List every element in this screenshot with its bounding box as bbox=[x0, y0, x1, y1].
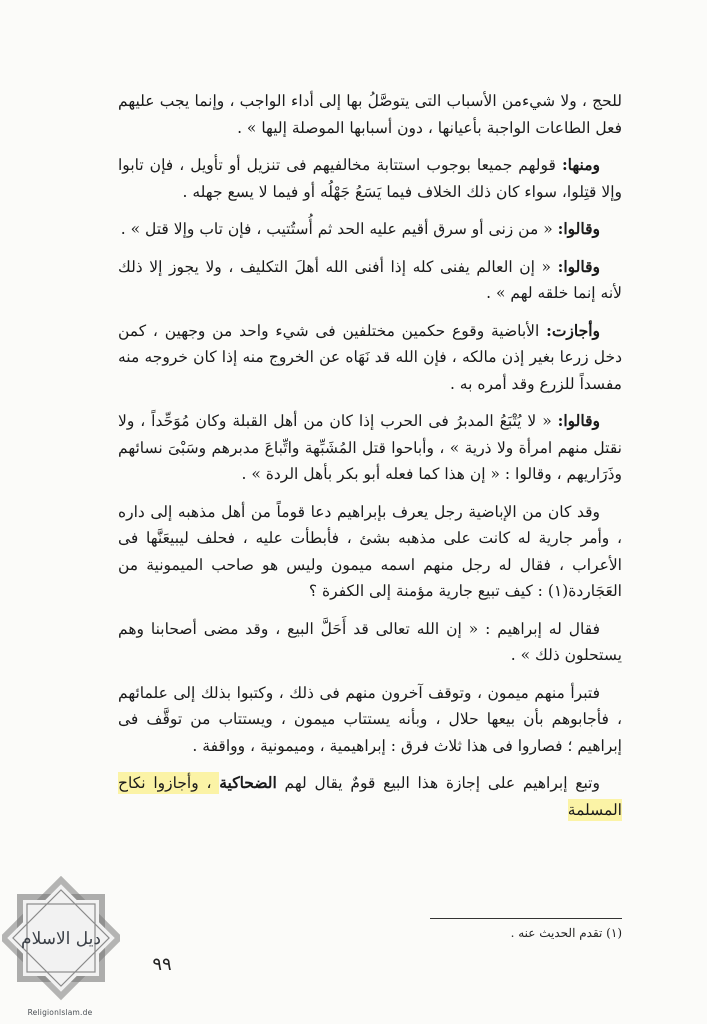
paragraph-text: للحج ، ولا شيءمن الأسباب التى يتوصَّلُ بها إلى أداء الواجب ، وإنما يجب عليهم فعل الطاعات الواجبة بأعيانها ، دون أسبابها الموصلة إليها » . bbox=[118, 92, 622, 137]
paragraph-text: وقد كان من الإباضية رجل يعرف بإبراهيم دعا قوماً من أهل مذهبه إلى داره ، وأمر جارية له كانت على مذهبه بشئ ، فأبطأت عليه ، فحلف ليبيعَنَّها فى الأعراب ، فقال له رجل منهم اسمه ميمون وليس هو صاحب الميمونية من العَجَاردة(١) : كيف تبيع جارية مؤمنة إلى الكفرة ؟ bbox=[118, 502, 622, 600]
paragraph-2 bbox=[118, 152, 622, 205]
paragraph-text: قولهم جميعا بوجوب استتابة مخالفيهم فى تنزيل أو تأويل ، فإن تابوا وإلا قتِلوا، سواء كان ذلك الخلاف فيما يَسَعُ جَهْلُه أو فيما لا يسع جهله . bbox=[118, 156, 622, 201]
last-line-text: وتبع إبراهيم على إجازة هذا البيع قومٌ يقال لهم bbox=[276, 774, 600, 792]
page-number: ٩٩ bbox=[152, 954, 172, 975]
paragraph-text: « من زنى أو سرق أقيم عليه الحد ثم أُستُتيب ، فإن تاب وإلا قتل » . bbox=[120, 220, 558, 238]
paragraph-lead: وقالوا: bbox=[557, 411, 600, 430]
paragraph-lead: وقالوا: bbox=[557, 256, 600, 276]
paragraph-lead: وأجازت: bbox=[546, 320, 600, 340]
paragraph-3 bbox=[118, 216, 622, 243]
paragraph-last-line bbox=[118, 770, 622, 823]
footnote: (١) تقدم الحديث عنه . bbox=[510, 926, 622, 940]
paragraph-text: فتبرأ منهم ميمون ، وتوقف آخرون منهم فى ذلك ، وكتبوا بذلك إلى علمائهم ، فأجابوهم بأن بيعها حلال ، وبأنه يستتاب ميمون ، ويستتاب من توقَّف فى إبراهيم ؛ فصاروا فى هذا ثلاث فرق : إبراهيمية ، وميمونية ، وواقفة . bbox=[118, 683, 622, 755]
sect-name-bold: الضحاكية bbox=[219, 773, 277, 792]
paragraph-8 bbox=[118, 616, 622, 669]
main-text bbox=[118, 88, 622, 834]
paragraph-5 bbox=[118, 318, 622, 398]
paragraph-lead: ومنها: bbox=[561, 155, 600, 174]
paragraph-4 bbox=[118, 254, 622, 307]
paragraph-7 bbox=[118, 499, 622, 605]
footnote-divider bbox=[430, 918, 622, 919]
highlighted-text: ، وأجازوا نكاح المسلمة bbox=[118, 774, 622, 819]
paragraph-text: « إن العالم يفنى كله إذا أفنى الله أهلَ التكليف ، ولا يجوز إلا ذلك لأنه إنما خلقه لهم » . bbox=[118, 257, 622, 302]
logo-text: ديل الاسلام bbox=[21, 929, 101, 949]
paragraph-1 bbox=[118, 88, 622, 141]
paragraph-6 bbox=[118, 408, 622, 488]
paragraph-text: فقال له إبراهيم : « إن الله تعالى قد أَحَلَّ البيع ، وقد مضى أصحابنا وهم يستحلون ذلك » . bbox=[118, 619, 622, 664]
paragraph-9 bbox=[118, 680, 622, 760]
site-logo-icon bbox=[2, 876, 120, 1014]
paragraph-lead: وقالوا: bbox=[557, 219, 600, 238]
paragraph-text: الأباضية وقوع حكمين مختلفين فى شيء واحد من وجهين ، كمن دخل زرعا بغير إذن مالكه ، فإن الله قد نَهَاه عن الخروج منه إذا كان خروجه منه مفسداً للزرع وقد أمره به . bbox=[118, 321, 622, 393]
logo-site-label: Religionlslam.de bbox=[27, 1008, 93, 1017]
paragraph-text: « لا يُتْبَعُ المدبرُ فى الحرب إذا كان من أهل القبلة وكان مُوَحِّداً ، ولا نقتل منهم امرأة ولا ذرية » ، وأباحوا قتل المُشَبِّهة واتِّباعَ مدبرهم وسَبْىَ نسائهم وذَرَاريهم ، وقالوا : « إن هذا كما فعله أبو بكر بأهل الردة » . bbox=[118, 412, 622, 483]
